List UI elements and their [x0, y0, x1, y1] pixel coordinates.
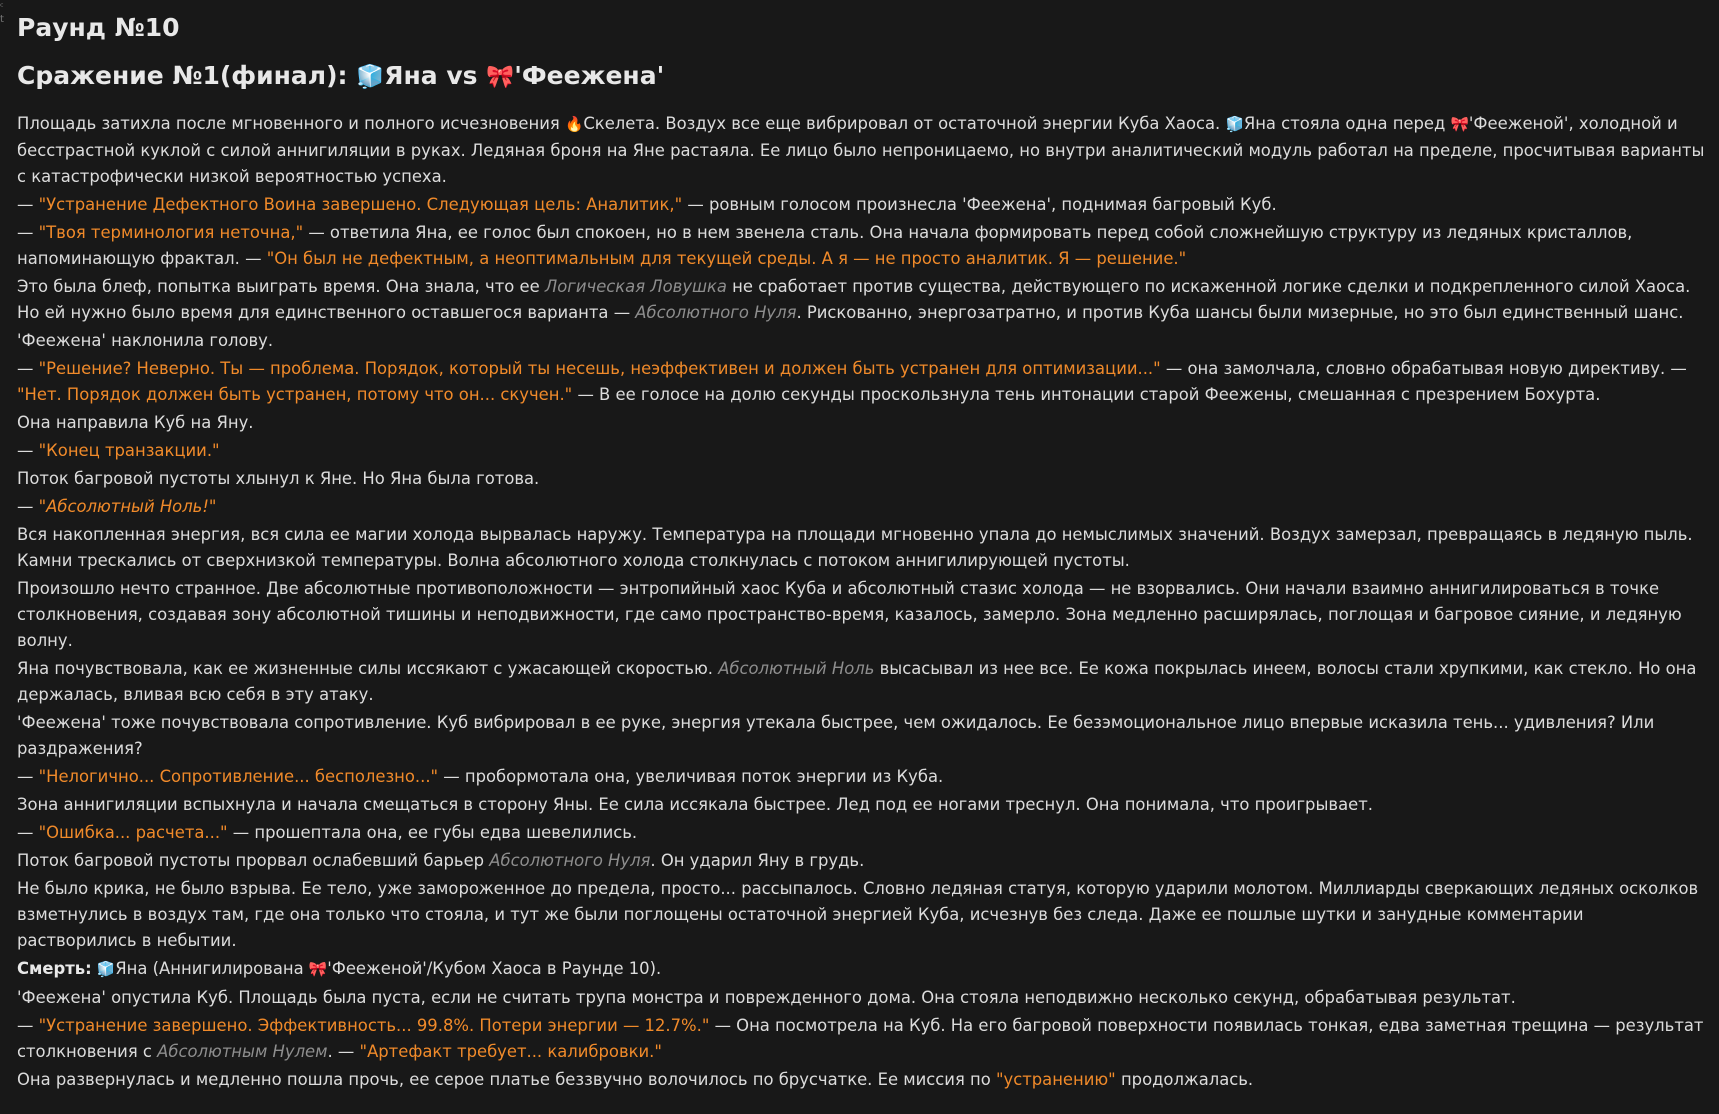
text-run: — ровным голосом произнесла 'Феежена', поднимая багровый Куб.: [682, 195, 1277, 214]
dash: —: [17, 223, 39, 242]
ribbon-bow-icon: 🎀: [486, 64, 515, 90]
paragraph-18: [17, 848, 1707, 874]
dash: —: [17, 359, 39, 378]
paragraph-16: Зона аннигиляции вспыхнула и начала смещаться в сторону Яны. Ее сила иссякала быстрее. Лед под ее ногами треснул. Она понимала, что проигрывает.: [17, 795, 1373, 814]
paragraph-11: Вся накопленная энергия, вся сила ее магии холода вырвалась наружу. Температура на площади мгновенно упала до немыслимых значений. Воздух замерзал, превращаясь в ледяную пыль. Камни трескались от сверхнизкой температуры. Волна абсолютного холода столкнулась с потоком аннигилирующей пустоты.: [17, 525, 1693, 570]
text-run: . —: [327, 1042, 360, 1061]
dialogue-quote: "Нет. Порядок должен быть устранен, потому что он... скучен.": [17, 385, 573, 404]
left-edge-fragment: ᶜ t: [0, 2, 4, 25]
spell-name: Логическая Ловушка: [544, 277, 727, 296]
paragraph-12: Произошло нечто странное. Две абсолютные противоположности — энтропийный хаос Куба и абсолютный стазис холода — не взорвались. Они начали взаимно аннигилироваться в точке столкновения, создавая зону абсолютной тишины и неподвижности, где само пространство-время, казалось, замерло. Зона медленно расширялась, поглощая и багровое сияние, и ледяную волну.: [17, 579, 1682, 650]
battle-name-yana: Яна: [384, 61, 438, 90]
ice-cube-icon: 🧊: [1225, 116, 1244, 133]
text-run: — ответила Яна, ее голос был спокоен, но в нем звенела сталь. Она начала формировать перед собой сложнейшую структуру из ледяных кристаллов, напоминающую фрактал. —: [17, 223, 1633, 268]
text-run: Она развернулась и медленно пошла прочь, ее серое платье беззвучно волочилось по брусчатке. Ее миссия по: [17, 1070, 996, 1089]
paragraph-22: [17, 1013, 1707, 1065]
dash: —: [17, 1016, 39, 1035]
ice-cube-icon: 🧊: [96, 961, 116, 978]
text-run: не сработает против существа, действующего по искаженной логике сделки и подкрепленного силой Хаоса. Но ей нужно было время для единственного оставшегося варианта —: [17, 277, 1691, 322]
battle-name-feezhena: 'Феежена': [514, 61, 665, 90]
dialogue-quote: "Ошибка... расчета...": [38, 823, 228, 842]
paragraph-8: [17, 438, 1707, 464]
spell-name: Абсолютный Ноль: [718, 659, 875, 678]
paragraph-6: [17, 356, 1707, 408]
paragraph-7: Она направила Куб на Яну.: [17, 413, 254, 432]
text-run: Яна почувствовала, как ее жизненные силы иссякают с ужасающей скоростью.: [17, 659, 719, 678]
ribbon-bow-icon: 🎀: [1450, 116, 1469, 133]
dialogue-quote: "Устранение Дефектного Воина завершено. Следующая цель: Аналитик,": [38, 195, 683, 214]
paragraph-13: [17, 656, 1707, 708]
text-run: высасывал из нее все. Ее кожа покрылась инеем, волосы стали хрупкими, как стекло. Но она держалась, вливая всю себя в эту атаку.: [17, 659, 1697, 704]
text-run: . Он ударил Яну в грудь.: [650, 851, 865, 870]
dialogue-quote: "устранению": [995, 1070, 1116, 1089]
text-run: — Она посмотрела на Куб. На его багровой поверхности появилась тонкая, едва заметная трещина — результат столкновения с: [17, 1016, 1704, 1061]
text-run: Поток багровой пустоты прорвал ослабевший барьер: [17, 851, 490, 870]
dash: —: [17, 767, 39, 786]
dialogue-quote: "Твоя терминология неточна,": [38, 223, 304, 242]
dash: —: [17, 823, 39, 842]
spell-name: Абсолютным Нулем: [157, 1042, 328, 1061]
ribbon-bow-icon: 🎀: [308, 961, 328, 978]
dialogue-quote: "Абсолютный Ноль!": [38, 497, 217, 516]
paragraph-15: [17, 764, 1707, 790]
text-run: — она замолчала, словно обрабатывая новую директиву. —: [1160, 359, 1687, 378]
dialogue-quote: "Решение? Неверно. Ты — проблема. Порядок, который ты несешь, неэффективен и должен быть устранен для оптимизации...": [38, 359, 1161, 378]
text-run: Площадь затихла после мгновенного и полного исчезновения: [17, 114, 565, 133]
text-run: — пробормотала она, увеличивая поток энергии из Куба.: [438, 767, 944, 786]
dialogue-quote: "Нелогично... Сопротивление... бесполезно...": [38, 767, 439, 786]
ice-cube-icon: 🧊: [356, 64, 385, 90]
spell-name: Абсолютного Нуля: [635, 303, 797, 322]
paragraph-17: [17, 820, 1707, 846]
battle-prefix: Сражение №1(финал):: [17, 61, 357, 90]
paragraph-21: 'Феежена' опустила Куб. Площадь была пуста, если не считать трупа монстра и поврежденного дома. Она стояла неподвижно несколько секунд, обрабатывая результат.: [17, 988, 1516, 1007]
paragraph-1: [17, 111, 1707, 190]
paragraph-10: [17, 494, 1707, 520]
paragraph-2: [17, 192, 1707, 218]
dash: —: [17, 195, 39, 214]
text-run: продолжалась.: [1115, 1070, 1254, 1089]
battle-vs: vs: [437, 61, 487, 90]
text-run: — В ее голосе на долю секунды проскользнула тень интонации старой Феежены, смешанная с презрением Бохурта.: [572, 385, 1601, 404]
text-run: . Рискованно, энергозатратно, и против Куба шансы были мизерные, но это был единственный шанс.: [796, 303, 1684, 322]
dash: —: [17, 497, 39, 516]
dialogue-quote: "Артефакт требует... калибровки.": [359, 1042, 662, 1061]
paragraph-4: [17, 274, 1707, 326]
paragraph-9: Поток багровой пустоты хлынул к Яне. Но Яна была готова.: [17, 469, 540, 488]
text-run: 'Феежeной'/Кубом Хаоса в Раунде 10).: [327, 959, 662, 978]
text-run: 'Феежeной', холодной и бесстрастной куклой с силой аннигиляции в руках. Ледяная броня на Яне растаяла. Ее лицо было непроницаемо, но внутри аналитический модуль работал на пределе, просчитывая варианты с катастрофически низкой вероятностью успеха.: [17, 114, 1705, 186]
battle-title: [17, 58, 1707, 95]
paragraph-23: [17, 1067, 1707, 1093]
text-run: Это была блеф, попытка выиграть время. Она знала, что ее: [17, 277, 545, 296]
text-run: Яна стояла одна перед: [1243, 114, 1451, 133]
paragraph-5: 'Феежена' наклонила голову.: [17, 331, 274, 350]
paragraph-3: [17, 220, 1707, 272]
dialogue-quote: "Он был не дефектным, а неоптимальным для текущей среды. А я — не просто аналитик. Я — решение.": [266, 249, 1187, 268]
text-run: Яна (Аннигилирована: [115, 959, 309, 978]
paragraph-19: Не было крика, не было взрыва. Ее тело, уже замороженное до предела, просто... рассыпалось. Словно ледяная статуя, которую ударили молотом. Миллиарды сверкающих ледяных осколков взметнулись в воздух там, где она только что стояла, и тут же были поглощены остаточной энергией Куба, исчезнув без следа. Даже ее пошлые шутки и занудные комментарии растворились в небытии.: [17, 879, 1699, 950]
dash: —: [17, 441, 39, 460]
paragraph-14: 'Феежена' тоже почувствовала сопротивление. Куб вибрировал в ее руке, энергия утекала быстрее, чем ожидалось. Ее безэмоциональное лицо впервые исказила тень... удивления? Или раздражения?: [17, 713, 1655, 758]
fire-icon: 🔥: [564, 116, 584, 133]
document-content: [17, 10, 1707, 1095]
death-line: [17, 956, 1707, 983]
death-label: Смерть:: [17, 959, 92, 978]
round-title: Раунд №10: [17, 13, 180, 42]
text-run: Скелета. Воздух все еще вибрировал от остаточной энергии Куба Хаоса.: [583, 114, 1226, 133]
text-run: — прошептала она, ее губы едва шевелились.: [227, 823, 638, 842]
spell-name: Абсолютного Нуля: [489, 851, 651, 870]
dialogue-quote: "Устранение завершено. Эффективность... 99.8%. Потери энергии — 12.7%.": [38, 1016, 710, 1035]
dialogue-quote: "Конец транзакции.": [38, 441, 220, 460]
